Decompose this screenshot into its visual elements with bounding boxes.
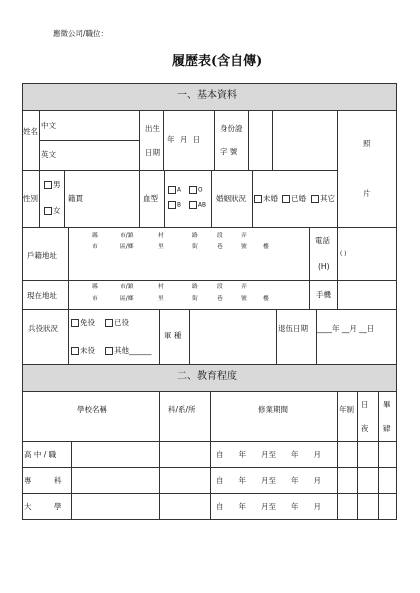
phone-field[interactable]: ( ) (340, 251, 347, 257)
blood-ab-option[interactable]: AB (189, 201, 206, 210)
checkbox-icon (44, 181, 52, 189)
school-name-header: 學校名稱 (77, 405, 107, 414)
graduated-header: 畢 (383, 400, 391, 409)
household-address-label: 戶籍地址 (27, 251, 57, 260)
edu-level-college: 專 科 (24, 476, 62, 485)
checkbox-icon (168, 186, 176, 194)
section-title-education: 二、教育程度 (177, 371, 237, 382)
birth-label-bottom: 日期 (145, 148, 160, 157)
checkbox-icon (44, 207, 52, 215)
birth-label-top: 出生 (145, 124, 160, 133)
blood-a-option[interactable]: A (168, 186, 181, 195)
english-name-label: 英文 (41, 150, 56, 159)
current-address-label: 現在地址 (27, 291, 57, 300)
checkbox-icon (71, 319, 79, 327)
photo-label-top: 照 (363, 139, 371, 148)
chinese-name-label: 中文 (41, 121, 56, 130)
name-label: 姓名 (23, 127, 38, 136)
incomplete-header: 肄 (383, 424, 391, 433)
native-place-label: 籍貫 (68, 194, 83, 203)
photo-label-bottom: 片 (363, 189, 371, 198)
english-name-field[interactable] (66, 143, 136, 167)
applicant-line: 應徵公司/職位： (53, 29, 109, 38)
military-status-label: 兵役狀況 (28, 324, 58, 333)
marital-other-option[interactable]: 其它 (311, 194, 335, 204)
department-header: 科/系/所 (168, 405, 196, 414)
military-not-option[interactable]: 未役 (71, 346, 95, 356)
edu-period-high-school[interactable]: 自 年 月至 年 月 (216, 450, 321, 459)
army-branch-label: 軍 種 (164, 331, 182, 340)
phone-label-top: 電話 (315, 236, 330, 245)
blood-b-option[interactable]: B (168, 201, 181, 210)
checkbox-icon (311, 195, 319, 203)
military-exempt-option[interactable]: 免役 (71, 318, 95, 328)
checkbox-icon (105, 319, 113, 327)
day-header: 日 (361, 400, 369, 409)
mobile-label: 手機 (316, 290, 331, 299)
checkbox-icon (282, 195, 290, 203)
id-label-top: 身份證 (220, 124, 243, 133)
edu-level-high-school: 高 中 / 職 (24, 450, 57, 459)
gender-male-option[interactable]: 男 (44, 180, 61, 190)
military-other-option[interactable]: 其他______ (105, 346, 152, 356)
checkbox-icon (105, 347, 113, 355)
marital-label: 婚姻狀況 (216, 194, 246, 203)
marital-single-option[interactable]: 未婚 (254, 194, 278, 204)
edu-level-university: 大 學 (24, 502, 62, 511)
checkbox-icon (254, 195, 262, 203)
discharge-date-label: 退伍日期 (278, 324, 308, 333)
edu-period-university[interactable]: 自 年 月至 年 月 (216, 502, 321, 511)
gender-female-option[interactable]: 女 (44, 206, 61, 216)
study-period-header: 修業期間 (258, 405, 288, 414)
birth-date-field[interactable]: 年 月 日 (167, 135, 201, 144)
phone-label-bottom: (H) (318, 262, 330, 271)
gender-label: 性別 (23, 194, 38, 203)
marital-married-option[interactable]: 已婚 (282, 194, 306, 204)
discharge-date-field[interactable]: ____年 __月 __日 (317, 324, 375, 333)
id-number-field[interactable] (250, 112, 270, 168)
checkbox-icon (71, 347, 79, 355)
blood-o-option[interactable]: O (189, 186, 203, 195)
id-label-bottom: 字 號 (220, 147, 238, 156)
army-branch-field[interactable] (191, 312, 273, 361)
checkbox-icon (189, 186, 197, 194)
mobile-field[interactable] (339, 283, 395, 307)
chinese-name-field[interactable] (66, 113, 136, 137)
checkbox-icon (189, 201, 197, 209)
blood-type-label: 血型 (143, 194, 158, 203)
military-done-option[interactable]: 已役 (105, 318, 129, 328)
page-title: 履歷表(含自傳) (172, 54, 263, 69)
section-title-basic: 一、基本資料 (177, 90, 237, 101)
night-header: 夜 (361, 424, 369, 433)
edu-period-college[interactable]: 自 年 月至 年 月 (216, 476, 321, 485)
school-system-header: 年制 (339, 405, 354, 414)
checkbox-icon (168, 201, 176, 209)
